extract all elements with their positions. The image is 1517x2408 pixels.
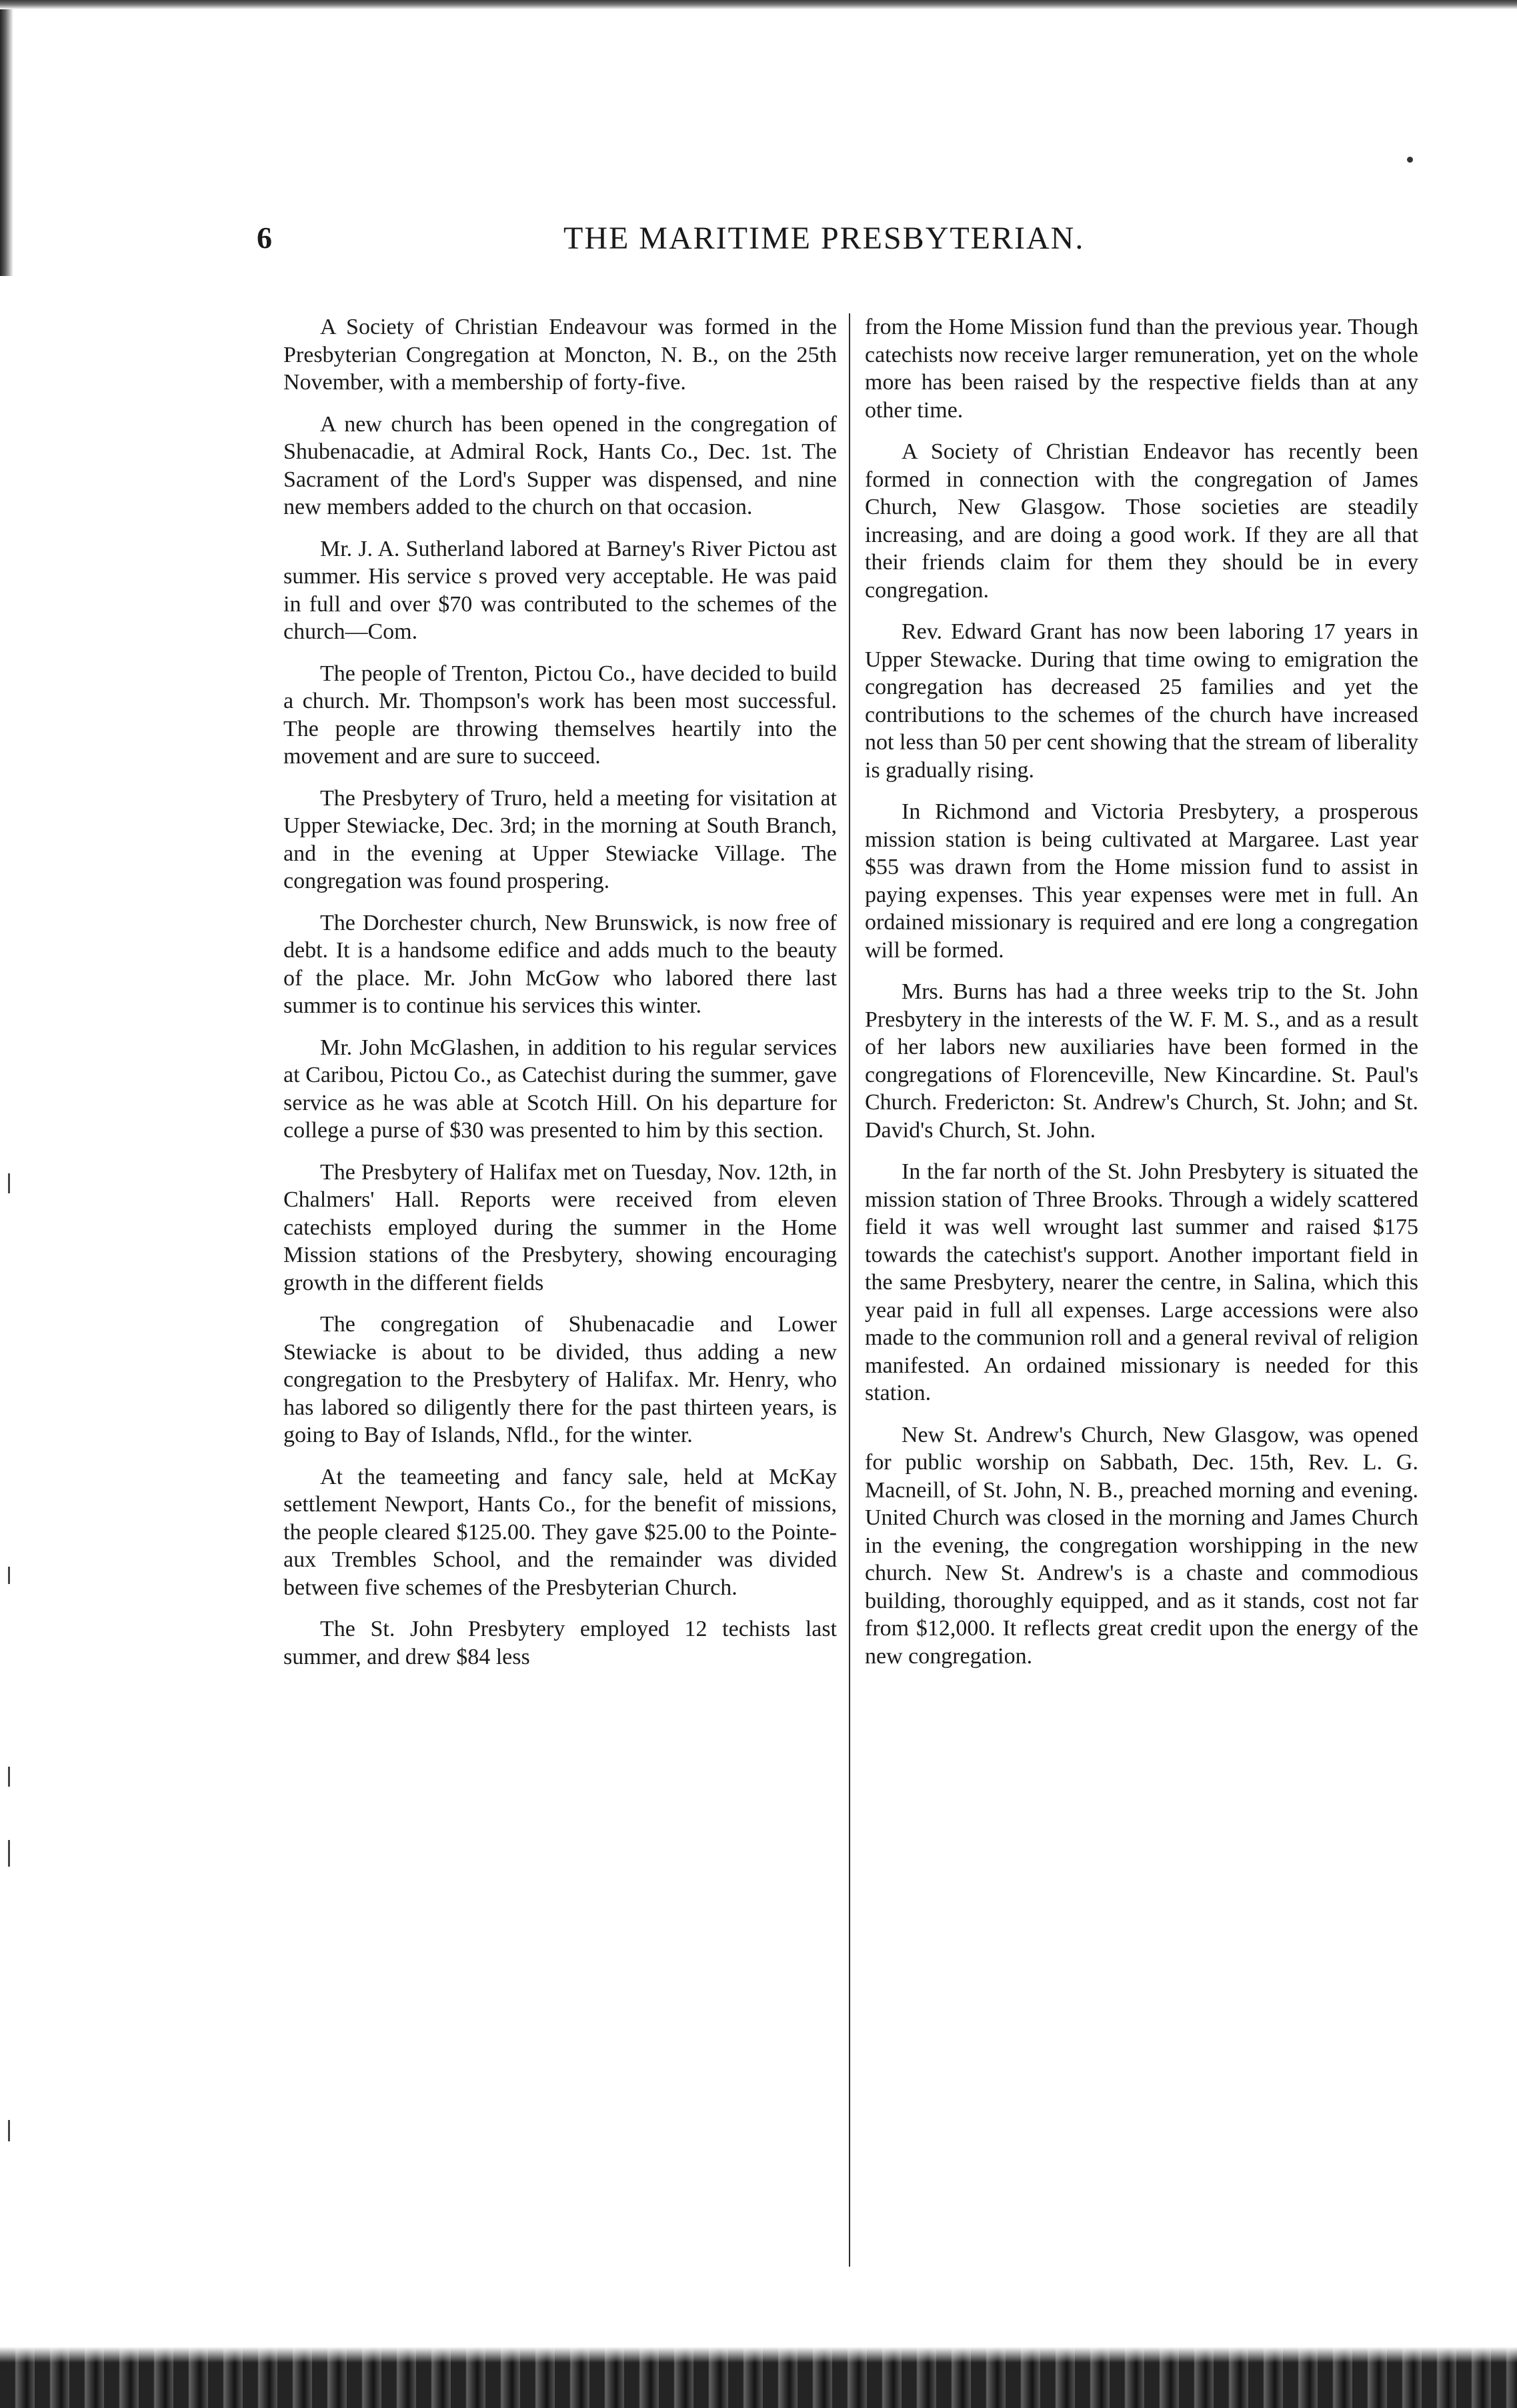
left-column — [283, 313, 837, 1685]
news-paragraph: A Society of Christian Endeavour was formed in the Presbyterian Congregation at Moncton, N. B., on the 25th November, with a membership of forty-five. — [283, 315, 837, 395]
margin-mark — [8, 1173, 10, 1193]
news-paragraph: At the teameeting and fancy sale, held at McKay settlement Newport, Hants Co., for the benefit of missions, the people cleared $125.00. They gave $25.00 to the Pointe-aux Trembles School, and the remainder was divided between five schemes of the Presbyterian Church. — [283, 1464, 837, 1600]
news-paragraph: The people of Trenton, Pictou Co., have decided to build a church. Mr. Thompson's work has been most successful. The people are throwing themselves heartily into the movement and are sure to succeed. — [283, 661, 837, 769]
news-paragraph: The Dorchester church, New Brunswick, is now free of debt. It is a handsome edifice and adds much to the beauty of the place. Mr. John McGow who labored there last summer is to continue his services this winter. — [283, 910, 837, 1018]
scan-top-edge — [0, 0, 1517, 9]
news-paragraph: The Presbytery of Halifax met on Tuesday, Nov. 12th, in Chalmers' Hall. Reports were received from eleven catechists employed during the summer in the Home Mission stations of the Presbytery, showing encouraging growth in the different fields — [283, 1159, 837, 1295]
ink-speck — [1407, 157, 1413, 163]
news-paragraph: Mrs. Burns has had a three weeks trip to the St. John Presbytery in the interests of the W. F. M. S., and as a result of her labors new auxiliaries have been formed in the congregations of Florenceville, New Kincardine. St. Paul's Church. Fredericton: St. Andrew's Church, St. John; and St. David's Church, St. John. — [865, 979, 1418, 1143]
news-paragraph: The congregation of Shubenacadie and Lower Stewiacke is about to be divided, thus adding a new congregation to the Presbytery of Halifax. Mr. Henry, who has labored so diligently there for the past thirteen years, is going to Bay of Islands, Nfld., for the winter. — [283, 1312, 837, 1447]
margin-mark — [8, 1567, 10, 1584]
news-paragraph-continued: from the Home Mission fund than the previous year. Though catechists now receive larger remuneration, yet on the whole more has been raised by the respective fields than at any other time. — [865, 315, 1418, 423]
news-paragraph: A Society of Christian Endeavor has recently been formed in connection with the congregation of James Church, New Glasgow. Those societies are steadily increasing, and are doing a good work. If they are all that their friends claim for them they should be in every congregation. — [865, 439, 1418, 603]
news-paragraph: In Richmond and Victoria Presbytery, a prosperous mission station is being cultivated at Margaree. Last year $55 was drawn from the Home mission fund to assist in paying expenses. This year expenses were met in full. An ordained missionary is required and ere long a congregation will be formed. — [865, 799, 1418, 963]
news-paragraph: New St. Andrew's Church, New Glasgow, was opened for public worship on Sabbath, Dec. 15th, Rev. L. G. Macneill, of St. John, N. B., preached morning and evening. United Church was closed in the morning and James Church in the evening, the congregation worshipping in the new church. New St. Andrew's is a chaste and commodious building, thoroughly equipped, and as it stands, cost not far from $12,000. It reflects great credit upon the energy of the new congregation. — [865, 1422, 1418, 1669]
margin-mark — [8, 2120, 10, 2141]
news-paragraph: A new church has been opened in the congregation of Shubenacadie, at Admiral Rock, Hants Co., Dec. 1st. The Sacrament of the Lord's Supper was dispensed, and nine new members added to the church on that occasion. — [283, 411, 837, 519]
news-paragraph: In the far north of the St. John Presbytery is situated the mission station of Three Brooks. Through a widely scattered field it was well wrought last summer and raised $175 towards the catechist's support. Another important field in the same Presbytery, nearer the centre, in Salina, which this year paid in full all expenses. Large accessions were also made to the communion roll and a general revival of religion manifested. An ordained missionary is needed for this station. — [865, 1159, 1418, 1405]
page-number: 6 — [257, 221, 272, 255]
scan-bottom-edge — [0, 2347, 1517, 2408]
news-paragraph: Rev. Edward Grant has now been laboring 17 years in Upper Stewacke. During that time owing to emigration the congregation has decreased 25 families and yet the contributions to the schemes of the church have increased not less than 50 per cent showing that the stream of liberality is gradually rising. — [865, 619, 1418, 783]
column-divider — [849, 313, 850, 2267]
news-paragraph: Mr. John McGlashen, in addition to his regular services at Caribou, Pictou Co., as Catechist during the summer, gave service as he was able at Scotch Hill. On his departure for college a purse of $30 was presented to him by this section. — [283, 1035, 837, 1143]
margin-mark — [8, 1840, 10, 1867]
margin-mark — [8, 1767, 10, 1787]
scan-left-edge — [0, 9, 13, 276]
news-paragraph: The St. John Presbytery employed 12 techists last summer, and drew $84 less — [283, 1617, 837, 1669]
running-title: THE MARITIME PRESBYTERIAN. — [563, 221, 1085, 256]
news-paragraph: The Presbytery of Truro, held a meeting for visitation at Upper Stewiacke, Dec. 3rd; in the morning at South Branch, and in the evening at Upper Stewiacke Village. The congregation was found prospering. — [283, 785, 837, 893]
news-paragraph: Mr. J. A. Sutherland labored at Barney's River Pictou ast summer. His service s proved very acceptable. He was paid in full and over $70 was contributed to the schemes of the church—Com. — [283, 536, 837, 644]
right-column — [865, 313, 1418, 1684]
page-header — [257, 220, 1450, 280]
